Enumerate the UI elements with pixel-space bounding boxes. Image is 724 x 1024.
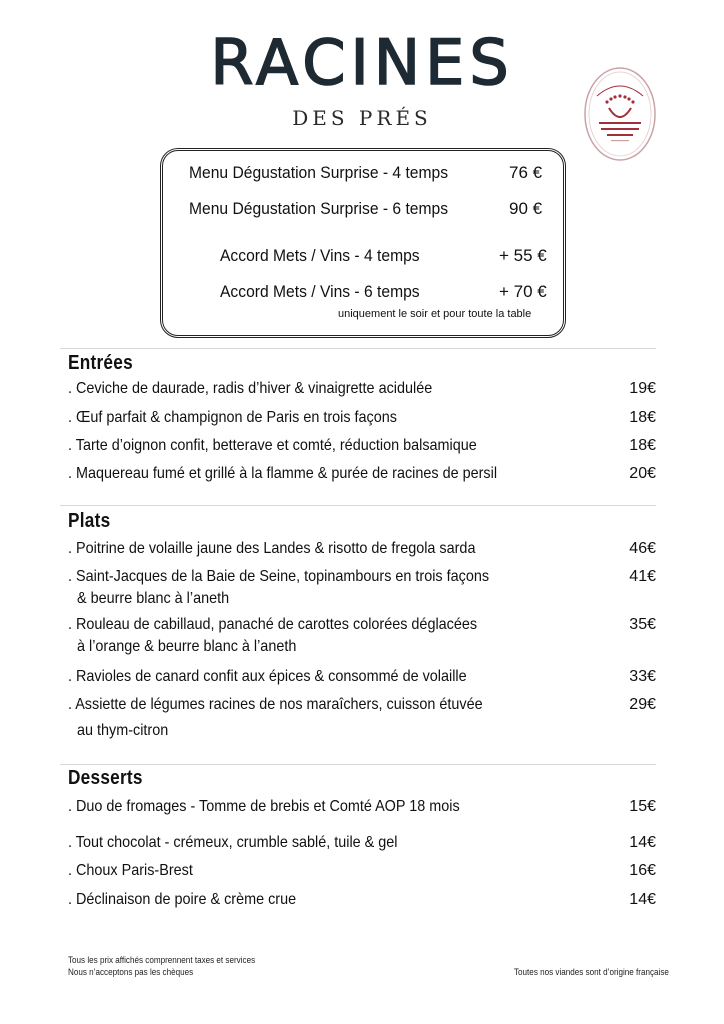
formula-price-3: + 55 € xyxy=(499,246,547,265)
item-name: . Rouleau de cabillaud, panaché de carottes colorées déglacées xyxy=(68,616,478,633)
menu-item xyxy=(68,616,656,656)
item-price: 20€ xyxy=(629,465,656,482)
item-name: . Ceviche de daurade, radis d’hiver & vinaigrette acidulée xyxy=(68,380,433,397)
section-title-entrees: Entrées xyxy=(68,352,133,374)
item-price: 33€ xyxy=(629,668,656,685)
item-price: 14€ xyxy=(629,834,656,851)
menu-item xyxy=(68,540,656,558)
item-name: . Maquereau fumé et grillé à la flamme & purée de racines de persil xyxy=(68,465,498,482)
item-name: . Poitrine de volaille jaune des Landes & risotto de fregola sarda xyxy=(68,540,476,557)
menu-item xyxy=(68,380,656,398)
footer-legal xyxy=(68,954,255,978)
item-price: 41€ xyxy=(629,568,656,585)
menu-item xyxy=(68,834,656,852)
formula-label-1: Menu Dégustation Surprise - 4 temps xyxy=(189,163,449,182)
menu-item xyxy=(68,798,656,816)
section-title-desserts: Desserts xyxy=(68,767,143,789)
formula-price-1: 76 € xyxy=(509,163,543,182)
divider xyxy=(60,348,656,349)
footer-taxes-note: Tous les prix affichés comprennent taxes et services xyxy=(68,955,256,965)
formula-price-4: + 70 € xyxy=(499,282,547,301)
menu-item xyxy=(68,862,656,880)
formula-label-4: Accord Mets / Vins - 6 temps xyxy=(220,282,420,301)
restaurant-name: RACINES xyxy=(210,26,514,99)
divider xyxy=(60,505,656,506)
item-price: 18€ xyxy=(629,437,656,454)
item-name: . Ravioles de canard confit aux épices & consommé de volaille xyxy=(68,668,467,685)
item-name: . Tout chocolat - crémeux, crumble sablé, tuile & gel xyxy=(68,834,398,851)
menu-item xyxy=(68,409,656,427)
menu-item xyxy=(68,891,656,909)
section-title-plats: Plats xyxy=(68,510,111,532)
item-name: . Duo de fromages - Tomme de brebis et Comté AOP 18 mois xyxy=(68,798,460,815)
college-culinaire-seal-logo xyxy=(583,66,657,162)
item-price: 46€ xyxy=(629,540,656,557)
item-price: 16€ xyxy=(629,862,656,879)
restaurant-subtitle: DES PRÉS xyxy=(292,106,432,130)
menu-item xyxy=(68,668,656,686)
menu-item xyxy=(68,465,656,483)
menu-item xyxy=(68,696,656,740)
divider xyxy=(60,764,656,765)
menu-item xyxy=(68,568,656,608)
formula-label-3: Accord Mets / Vins - 4 temps xyxy=(220,246,420,265)
item-name: . Tarte d’oignon confit, betterave et comté, réduction balsamique xyxy=(68,437,477,454)
item-price: 18€ xyxy=(629,409,656,426)
item-price: 29€ xyxy=(629,696,656,713)
item-name-continued: & beurre blanc à l’aneth xyxy=(77,590,230,607)
item-price: 35€ xyxy=(629,616,656,633)
item-price: 19€ xyxy=(629,380,656,397)
formula-note: uniquement le soir et pour toute la table xyxy=(338,308,532,320)
tasting-menu-box xyxy=(160,148,566,338)
menu-item xyxy=(68,437,656,455)
formula-label-2: Menu Dégustation Surprise - 6 temps xyxy=(189,199,449,218)
formula-price-2: 90 € xyxy=(509,199,543,218)
item-price: 15€ xyxy=(629,798,656,815)
footer-meat-origin: Toutes nos viandes sont d’origine française xyxy=(514,967,669,977)
footer-cheques-note: Nous n’acceptons pas les chèques xyxy=(68,967,194,977)
item-name: . Saint-Jacques de la Baie de Seine, topinambours en trois façons xyxy=(68,568,490,585)
item-price: 14€ xyxy=(629,891,656,908)
item-name: . Choux Paris-Brest xyxy=(68,862,193,879)
item-name-continued: à l’orange & beurre blanc à l’aneth xyxy=(77,638,297,655)
item-name: . Œuf parfait & champignon de Paris en trois façons xyxy=(68,409,397,426)
item-name: . Déclinaison de poire & crème crue xyxy=(68,891,297,908)
item-name-continued: au thym-citron xyxy=(77,722,169,739)
item-name: . Assiette de légumes racines de nos maraîchers, cuisson étuvée xyxy=(68,696,483,713)
